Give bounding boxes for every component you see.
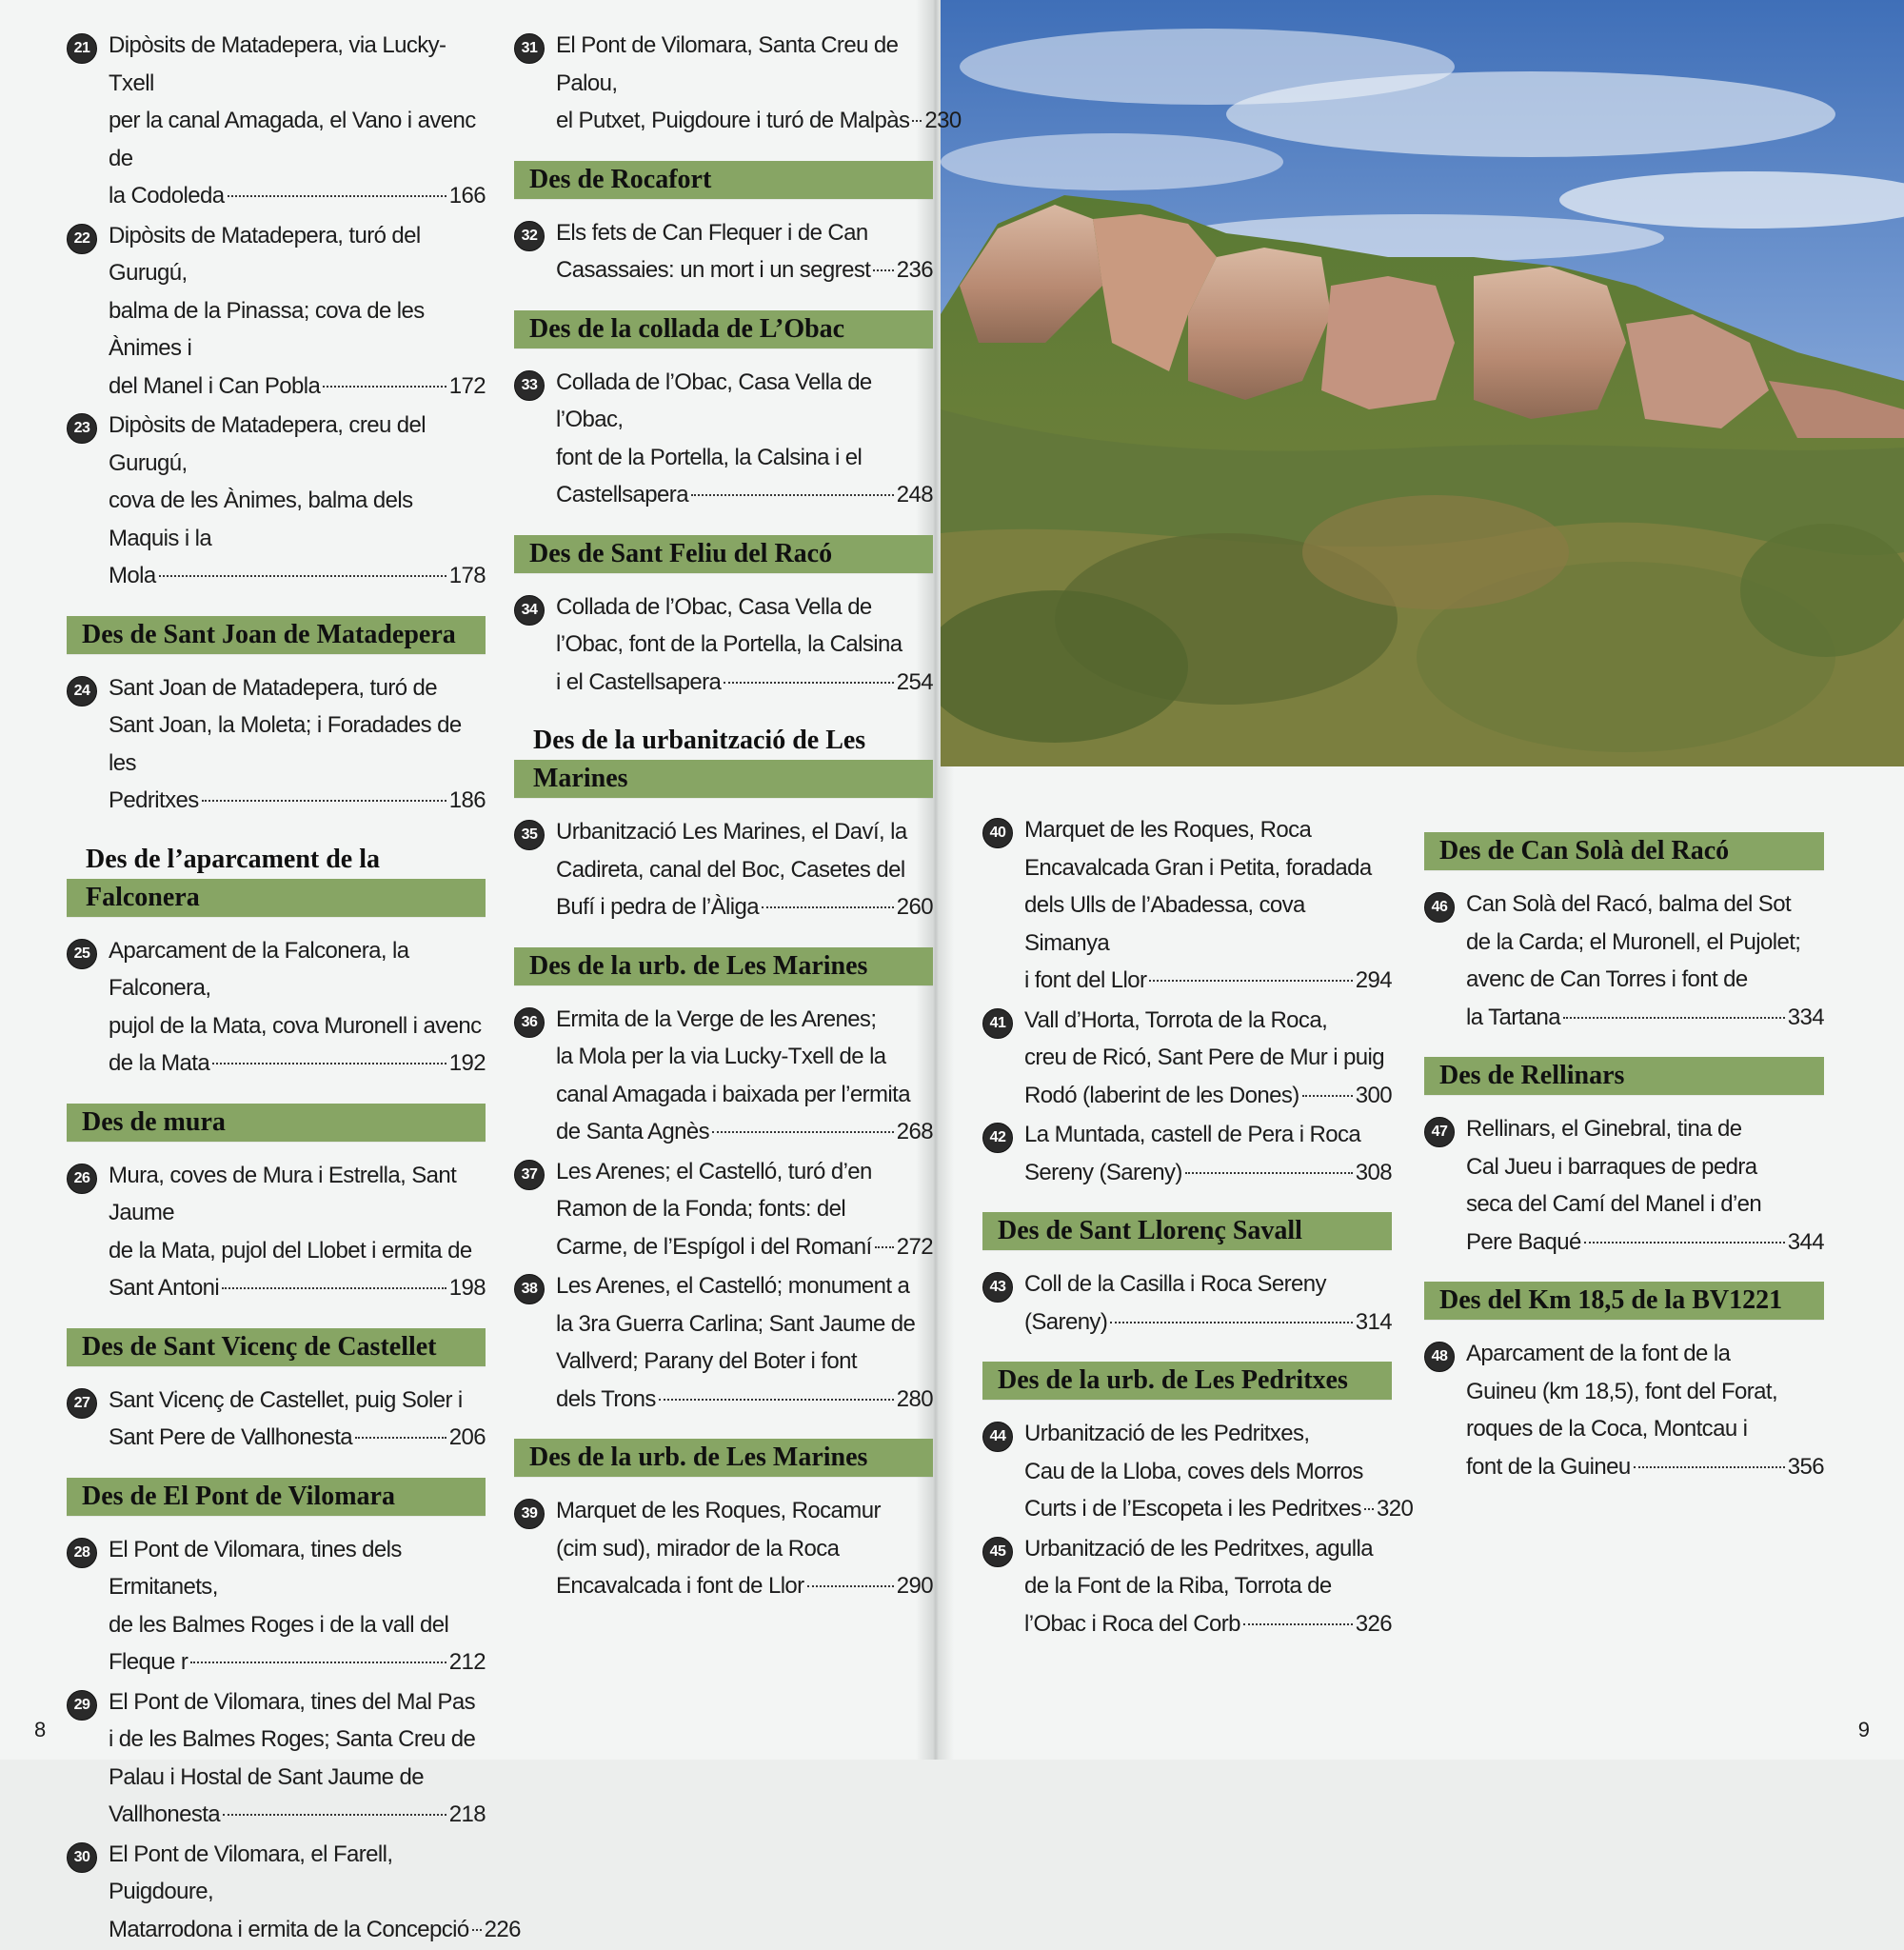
entry-text-line: Sant Vicenç de Castellet, puig Soler i: [109, 1386, 463, 1413]
entry-last-line: [109, 368, 486, 406]
entry-text-line: Sant Pere de Vallhonesta: [109, 1424, 353, 1450]
route-number-badge: 30: [67, 1842, 97, 1873]
route-number-badge: 28: [67, 1538, 97, 1568]
dot-leader: [1302, 1095, 1353, 1097]
entry-text-line: El Pont de Vilomara, el Farell, Puigdoure,: [109, 1841, 393, 1904]
entry-text-line: Dipòsits de Matadepera, turó del Gurugú,: [109, 222, 421, 286]
entry-last-line: [1024, 1154, 1392, 1192]
entry-last-line: [556, 888, 933, 926]
entry-text-line: creu de Ricó, Sant Pere de Mur i puig: [1024, 1045, 1385, 1070]
entry-text-line: per la canal Amagada, el Vano i avenc de: [109, 108, 476, 171]
entry-last-line: [556, 1113, 933, 1151]
entry-text-line: Casassaies: un mort i un segrest: [556, 257, 871, 283]
section-heading: Des de Rellinars: [1424, 1057, 1824, 1095]
route-number-badge: 24: [67, 676, 97, 706]
route-number-badge: 43: [982, 1272, 1013, 1303]
entry-text-line: Vall d’Horta, Torrota de la Roca,: [1024, 1006, 1328, 1033]
page-reference: 320: [1376, 1496, 1414, 1522]
dot-leader: [1364, 1508, 1374, 1510]
page-reference: 166: [448, 183, 486, 209]
entry-text-line: Sant Joan de Matadepera, turó de: [109, 674, 438, 701]
entry-text-line: Les Arenes; el Castelló, turó d’en: [556, 1158, 872, 1184]
page-reference: 334: [1787, 1004, 1824, 1030]
toc-entry[interactable]: [67, 1683, 486, 1834]
route-number-badge: 21: [67, 33, 97, 64]
toc-entry[interactable]: [514, 364, 933, 514]
route-number-badge: 31: [514, 33, 545, 64]
section-heading: Des de Sant Feliu del Racó: [514, 535, 933, 573]
entry-last-line: [556, 1567, 933, 1605]
entry-text-line: Bufí i pedra de l’Àliga: [556, 894, 760, 920]
route-number-badge: 34: [514, 595, 545, 626]
section-heading: Des de mura: [67, 1104, 486, 1142]
section-heading: Des de Sant Vicenç de Castellet: [67, 1328, 486, 1366]
dot-leader: [472, 1929, 482, 1931]
entry-text-line: (Sareny): [1024, 1308, 1108, 1335]
entry-text-line: Dipòsits de Matadepera, creu del Gurugú,: [109, 412, 426, 476]
entry-last-line: [1024, 1077, 1392, 1115]
page-reference: 172: [448, 372, 486, 399]
entry-text-line: Sereny (Sareny): [1024, 1159, 1182, 1185]
section-heading-line: Des de l’aparcament de la: [86, 844, 380, 874]
entry-text-line: la Mola per la via Lucky-Txell de la: [556, 1044, 886, 1069]
toc-entry[interactable]: [67, 1157, 486, 1307]
page-reference: 314: [1355, 1308, 1392, 1335]
entry-text-line: de les Balmes Roges i de la vall del: [109, 1611, 449, 1638]
entry-text-line: pujol de la Mata, cova Muronell i avenc: [109, 1012, 482, 1039]
page-reference: 236: [896, 257, 933, 283]
dot-leader: [1110, 1322, 1353, 1323]
entry-text-line: (cim sud), mirador de la Roca: [556, 1535, 840, 1562]
entry-text-line: i font del Llor: [1024, 967, 1147, 993]
section-heading: Des de Can Solà del Racó: [1424, 832, 1824, 870]
entry-text-line: Vallhonesta: [109, 1801, 221, 1827]
section-heading: Des de la collada de L’Obac: [514, 310, 933, 348]
entry-last-line: [1024, 1605, 1392, 1643]
entry-text-line: Dipòsits de Matadepera, via Lucky-Txell: [109, 32, 446, 96]
route-number-badge: 48: [1424, 1342, 1455, 1372]
route-number-badge: 40: [982, 818, 1013, 848]
toc-entry[interactable]: [514, 1267, 933, 1418]
entry-text-line: Encavalcada i font de Llor: [556, 1573, 804, 1599]
entry-text-line: Cadireta, canal del Boc, Casetes del: [556, 856, 905, 883]
entry-text-line: Cau de la Lloba, coves dels Morros: [1024, 1458, 1363, 1484]
dot-leader: [212, 1063, 446, 1065]
entry-text-line: cova de les Ànimes, balma dels Maquis i la: [109, 488, 413, 551]
entry-text-line: Aparcament de la font de la: [1466, 1341, 1731, 1366]
section-heading: Des de Rocafort: [514, 161, 933, 199]
dot-leader: [1584, 1242, 1785, 1244]
toc-entry[interactable]: [67, 1531, 486, 1681]
route-number-badge: 45: [982, 1537, 1013, 1567]
entry-last-line: [109, 1643, 486, 1681]
entry-text-line: del Manel i Can Pobla: [109, 372, 321, 399]
route-number-badge: 23: [67, 413, 97, 444]
entry-text-line: Encavalcada Gran i Petita, foradada: [1024, 854, 1372, 881]
entry-text-line: Urbanització Les Marines, el Daví, la: [556, 819, 907, 845]
page-reference: 254: [896, 668, 933, 695]
section-heading-line: Des de la urbanització de Les: [533, 726, 866, 755]
section-heading: Des de El Pont de Vilomara: [67, 1478, 486, 1516]
toc-entry[interactable]: [514, 27, 962, 140]
dot-leader: [912, 120, 922, 122]
toc-entry[interactable]: [982, 1530, 1392, 1643]
toc-entry[interactable]: [67, 669, 486, 820]
entry-text-line: Castellsapera: [556, 482, 688, 507]
page-reference: 192: [448, 1050, 486, 1076]
entry-last-line: [109, 557, 486, 595]
dot-leader: [222, 1287, 446, 1289]
entry-last-line: [109, 782, 486, 820]
entry-text-line: balma de la Pinassa; cova de les Ànimes i: [109, 297, 425, 361]
dot-leader: [159, 575, 446, 577]
toc-entry[interactable]: [982, 811, 1392, 1000]
dot-leader: [875, 1246, 894, 1248]
entry-last-line: [109, 1419, 486, 1457]
section-heading-line: Marines: [514, 760, 933, 798]
entry-last-line: [1466, 1448, 1824, 1486]
entry-text-line: canal Amagada i baixada per l’ermita: [556, 1081, 910, 1107]
entry-text-line: Ramon de la Fonda; fonts: del: [556, 1196, 846, 1222]
entry-text-line: Coll de la Casilla i Roca Sereny: [1024, 1271, 1326, 1297]
toc-entry[interactable]: [982, 1116, 1392, 1191]
toc-column-b: [514, 27, 962, 1607]
entry-text-line: La Muntada, castell de Pera i Roca: [1024, 1122, 1361, 1147]
page-reference: 326: [1355, 1610, 1392, 1637]
route-number-badge: 39: [514, 1499, 545, 1529]
entry-last-line: [556, 476, 933, 514]
entry-text-line: Carme, de l’Espígol i del Romaní: [556, 1233, 872, 1260]
toc-entry[interactable]: [67, 1382, 486, 1457]
page-reference: 248: [896, 482, 933, 507]
entry-text-line: dels Trons: [556, 1385, 656, 1412]
page-reference: 178: [448, 563, 486, 588]
toc-column-c: [982, 811, 1414, 1644]
page-reference: 280: [896, 1385, 933, 1412]
toc-entry[interactable]: [514, 1153, 933, 1266]
entry-text-line: El Pont de Vilomara, tines del Mal Pas: [109, 1688, 475, 1715]
page-reference: 268: [896, 1119, 933, 1144]
toc-entry[interactable]: [67, 932, 486, 1083]
entry-text-line: Mura, coves de Mura i Estrella, Sant Jaume: [109, 1162, 457, 1225]
entry-last-line: [1466, 1224, 1824, 1262]
route-number-badge: 41: [982, 1008, 1013, 1039]
entry-text-line: Vallverd; Parany del Boter i font: [556, 1348, 857, 1374]
entry-text-line: i de les Balmes Roges; Santa Creu de: [109, 1726, 476, 1752]
toc-entry[interactable]: [982, 1002, 1392, 1115]
dot-leader: [323, 386, 446, 388]
entry-text-line: Guineu (km 18,5), font del Forat,: [1466, 1378, 1778, 1404]
section-heading: Des de la urb. de Les Marines: [514, 1439, 933, 1477]
dot-leader: [223, 1814, 446, 1816]
dot-leader: [1149, 980, 1352, 982]
mountain-photo: [941, 0, 1904, 766]
route-number-badge: 26: [67, 1164, 97, 1194]
toc-entry[interactable]: [1424, 1110, 1824, 1261]
entry-text-line: de Santa Agnès: [556, 1119, 710, 1144]
entry-text-line: Urbanització de les Pedritxes,: [1024, 1421, 1310, 1446]
dot-leader: [691, 494, 894, 496]
entry-last-line: [1024, 962, 1392, 1000]
entry-last-line: [556, 664, 933, 702]
entry-text-line: seca del Camí del Manel i d’en: [1466, 1191, 1762, 1217]
entry-text-line: Mola: [109, 563, 156, 588]
page-reference: 260: [896, 894, 933, 920]
section-heading: Des de la urb. de Les Pedritxes: [982, 1362, 1392, 1400]
page-reference: 230: [924, 108, 962, 133]
section-heading: [514, 722, 933, 798]
entry-text-line: avenc de Can Torres i font de: [1466, 966, 1748, 992]
toc-column-d: [1424, 811, 1824, 1487]
dot-leader: [724, 682, 893, 684]
toc-entry[interactable]: [514, 813, 933, 926]
entry-text-line: de la Font de la Riba, Torrota de: [1024, 1573, 1332, 1599]
entry-text-line: Pere Baqué: [1466, 1228, 1581, 1255]
entry-text-line: l’Obac i Roca del Corb: [1024, 1610, 1240, 1637]
entry-last-line: [109, 177, 486, 215]
entry-text-line: Sant Joan, la Moleta; i Foradades de les: [109, 712, 462, 776]
entry-text-line: l’Obac, font de la Portella, la Calsina: [556, 631, 902, 657]
entry-text-line: Collada de l’Obac, Casa Vella de l’Obac,: [556, 368, 872, 432]
entry-last-line: [556, 1381, 933, 1419]
section-heading: Des de Sant Llorenç Savall: [982, 1212, 1392, 1250]
entry-text-line: Urbanització de les Pedritxes, agulla: [1024, 1535, 1374, 1562]
entry-last-line: [1024, 1490, 1414, 1528]
cliff-landscape-image: [941, 0, 1904, 766]
entry-text-line: Cal Jueu i barraques de pedra: [1466, 1153, 1757, 1180]
entry-text-line: de la Carda; el Muronell, el Pujolet;: [1466, 928, 1801, 955]
page-reference: 272: [896, 1233, 933, 1260]
section-heading: Des de la urb. de Les Marines: [514, 947, 933, 985]
dot-leader: [873, 269, 893, 271]
section-heading: Des de Sant Joan de Matadepera: [67, 616, 486, 654]
entry-last-line: [556, 1228, 933, 1266]
entry-last-line: [109, 1911, 521, 1949]
entry-text-line: Can Solà del Racó, balma del Sot: [1466, 891, 1792, 917]
entry-text-line: Matarrodona i ermita de la Concepció: [109, 1916, 469, 1942]
toc-entry[interactable]: [982, 1265, 1392, 1341]
entry-text-line: Rellinars, el Ginebral, tina de: [1466, 1116, 1742, 1142]
entry-text-line: font de la Guineu: [1466, 1453, 1631, 1480]
dot-leader: [1634, 1466, 1785, 1468]
entry-last-line: [109, 1269, 486, 1307]
route-number-badge: 29: [67, 1690, 97, 1721]
dot-leader: [712, 1131, 894, 1133]
dot-leader: [355, 1437, 446, 1439]
page-reference: 300: [1355, 1082, 1392, 1108]
entry-text-line: la 3ra Guerra Carlina; Sant Jaume de: [556, 1310, 916, 1337]
toc-column-a: [67, 27, 521, 1950]
entry-text-line: font de la Portella, la Calsina i el: [556, 444, 863, 470]
entry-text-line: Palau i Hostal de Sant Jaume de: [109, 1763, 424, 1790]
route-number-badge: 25: [67, 939, 97, 969]
dot-leader: [1185, 1172, 1353, 1174]
entry-text-line: Curts i de l’Escopeta i les Pedritxes: [1024, 1496, 1361, 1522]
entry-text-line: El Pont de Vilomara, tines dels Ermitanets,: [109, 1536, 402, 1600]
dot-leader: [762, 906, 894, 908]
route-number-badge: 22: [67, 224, 97, 254]
entry-last-line: [1466, 999, 1824, 1037]
entry-last-line: [556, 251, 933, 289]
entry-text-line: Aparcament de la Falconera, la Falconera,: [109, 937, 409, 1001]
entry-text-line: Els fets de Can Flequer i de Can: [556, 219, 868, 246]
entry-text-line: Les Arenes, el Castelló; monument a: [556, 1273, 910, 1299]
section-heading-line: Falconera: [67, 879, 486, 917]
route-number-badge: 38: [514, 1274, 545, 1304]
route-number-badge: 46: [1424, 892, 1455, 923]
entry-text-line: Ermita de la Verge de les Arenes;: [556, 1005, 877, 1032]
page-reference: 290: [896, 1573, 933, 1599]
entry-text-line: de la Mata, pujol del Llobet i ermita de: [109, 1237, 472, 1264]
toc-entry[interactable]: [1424, 1335, 1824, 1485]
toc-entry[interactable]: [1424, 885, 1824, 1036]
dot-leader: [1563, 1017, 1785, 1019]
page-reference: 308: [1355, 1159, 1392, 1185]
route-number-badge: 32: [514, 221, 545, 251]
toc-entry[interactable]: [514, 1492, 933, 1605]
entry-text-line: Pedritxes: [109, 787, 199, 813]
toc-entry[interactable]: [514, 588, 933, 702]
page-number-left: 8: [34, 1718, 47, 1741]
page-reference: 212: [448, 1649, 486, 1675]
route-number-badge: 35: [514, 820, 545, 850]
toc-entry[interactable]: [982, 1415, 1414, 1528]
entry-text-line: Marquet de les Roques, Roca: [1024, 817, 1312, 843]
entry-text-line: Sant Antoni: [109, 1275, 220, 1301]
toc-entry[interactable]: [67, 1836, 521, 1949]
dot-leader: [190, 1661, 446, 1663]
entry-text-line: el Putxet, Puigdoure i turó de Malpàs: [556, 108, 910, 133]
dot-leader: [1243, 1623, 1353, 1625]
page-number-right: 9: [1857, 1718, 1870, 1741]
entry-last-line: [1024, 1303, 1392, 1342]
page-reference: 218: [448, 1801, 486, 1827]
toc-entry[interactable]: [514, 1001, 933, 1151]
page-reference: 344: [1787, 1228, 1824, 1255]
entry-text-line: la Tartana: [1466, 1004, 1560, 1030]
entry-text-line: roques de la Coca, Montcau i: [1466, 1416, 1748, 1442]
page-reference: 198: [448, 1275, 486, 1301]
dot-leader: [807, 1585, 894, 1587]
dot-leader: [228, 195, 446, 197]
entry-last-line: [109, 1045, 486, 1083]
entry-text-line: Fleque r: [109, 1649, 188, 1675]
toc-entry[interactable]: [67, 217, 486, 406]
entry-last-line: [109, 1796, 486, 1834]
entry-last-line: [556, 102, 962, 140]
entry-text-line: de la Mata: [109, 1050, 210, 1076]
route-number-badge: 33: [514, 370, 545, 401]
page-reference: 206: [448, 1424, 486, 1450]
toc-entry[interactable]: [514, 214, 933, 289]
page-reference: 356: [1787, 1453, 1824, 1480]
route-number-badge: 37: [514, 1160, 545, 1190]
page-reference: 294: [1355, 967, 1392, 993]
section-heading: [67, 841, 486, 917]
entry-text-line: Collada de l’Obac, Casa Vella de: [556, 593, 872, 620]
toc-entry[interactable]: [67, 407, 486, 595]
dot-leader: [659, 1399, 894, 1401]
entry-text-line: Rodó (laberint de les Dones): [1024, 1082, 1299, 1108]
route-number-badge: 36: [514, 1007, 545, 1038]
page-reference: 226: [484, 1916, 521, 1942]
toc-entry[interactable]: [67, 27, 486, 215]
route-number-badge: 42: [982, 1123, 1013, 1153]
entry-text-line: la Codoleda: [109, 183, 225, 209]
route-number-badge: 47: [1424, 1117, 1455, 1147]
route-number-badge: 27: [67, 1388, 97, 1419]
entry-text-line: dels Ulls de l’Abadessa, cova Simanya: [1024, 892, 1305, 956]
page-reference: 186: [448, 787, 486, 813]
dot-leader: [202, 800, 446, 802]
route-number-badge: 44: [982, 1422, 1013, 1452]
entry-text-line: i el Castellsapera: [556, 668, 722, 695]
section-heading: Des del Km 18,5 de la BV1221: [1424, 1282, 1824, 1320]
entry-text-line: Marquet de les Roques, Rocamur: [556, 1498, 881, 1523]
entry-text-line: El Pont de Vilomara, Santa Creu de Palou,: [556, 32, 899, 96]
